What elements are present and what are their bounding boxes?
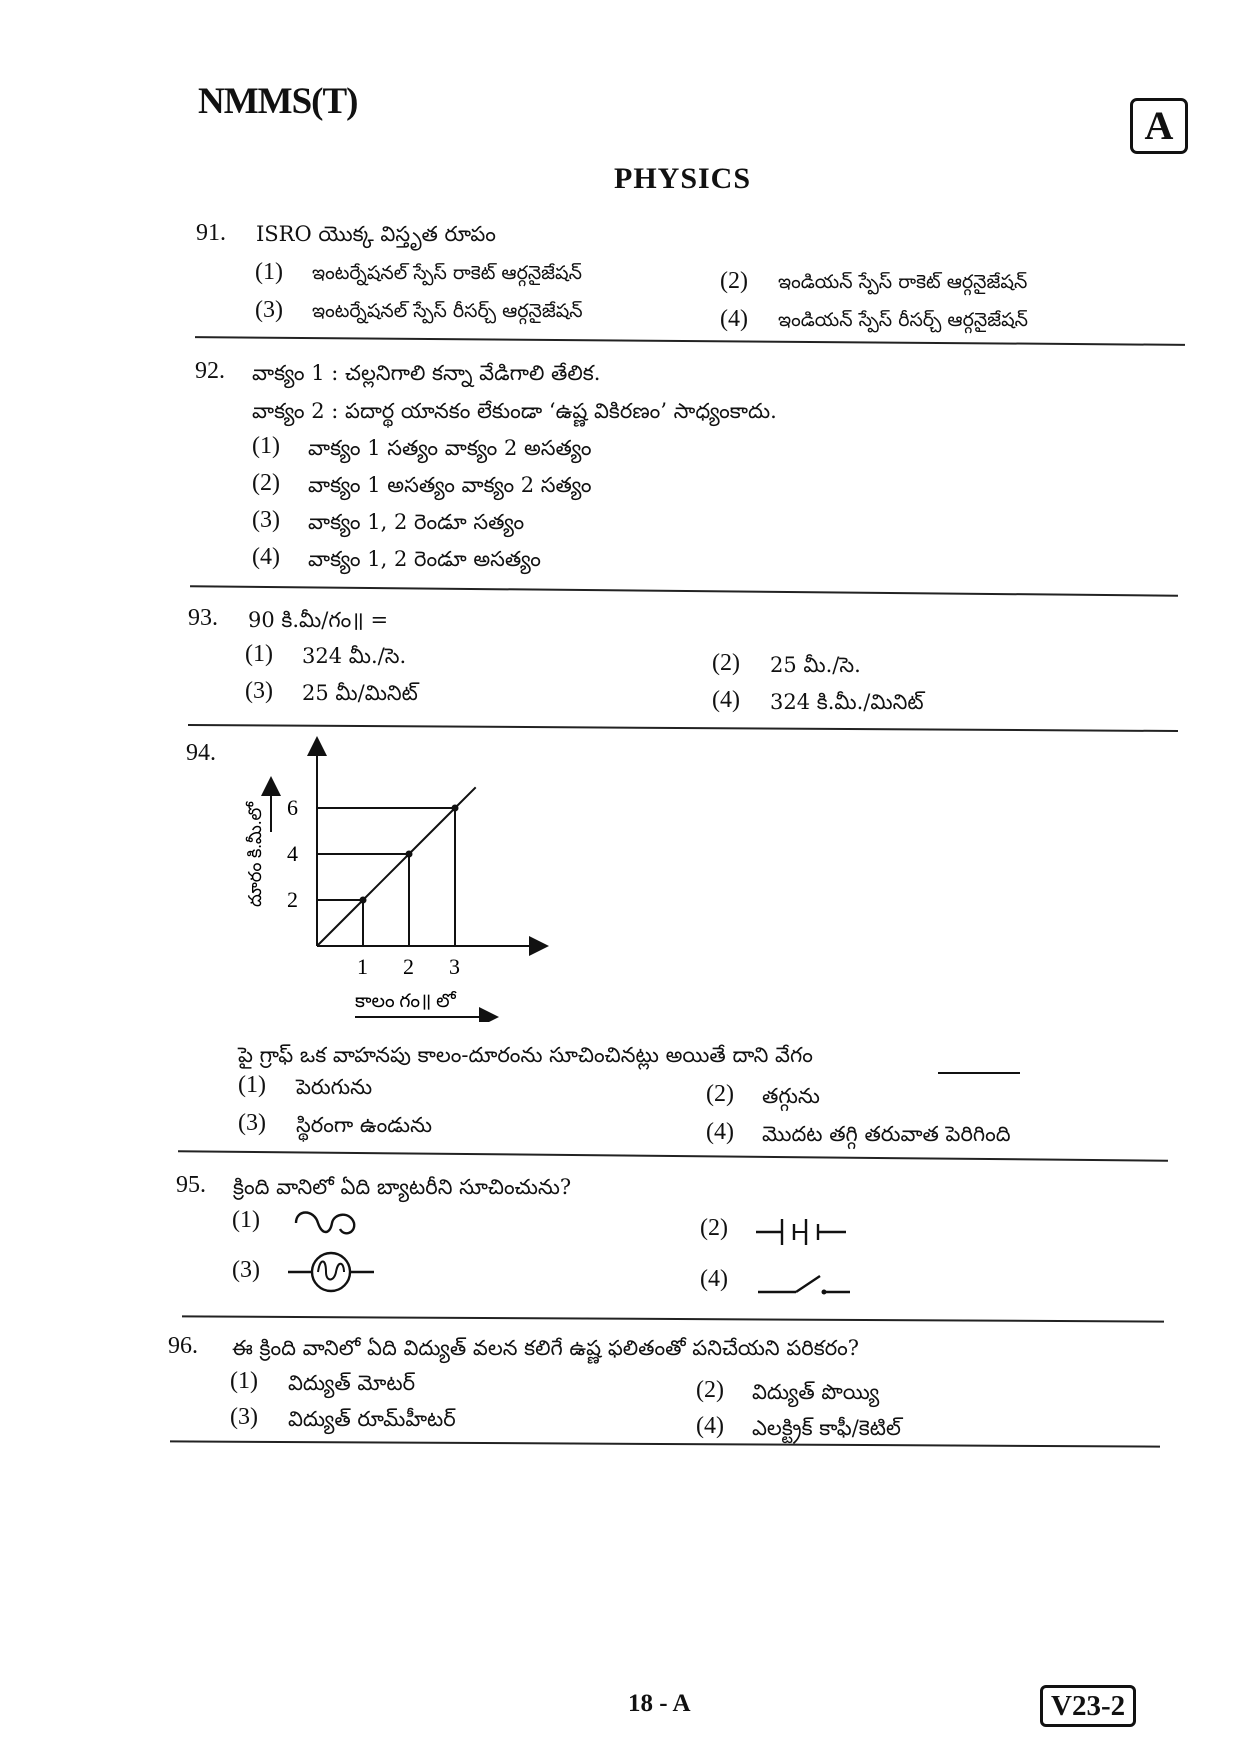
y-tick-label: 6	[287, 795, 298, 820]
question-number: 95.	[176, 1172, 206, 1198]
option-text[interactable]: తగ్గును	[762, 1084, 820, 1108]
question-number: 92.	[195, 358, 225, 384]
divider	[188, 724, 1178, 732]
option-text[interactable]: పెరుగును	[296, 1075, 373, 1099]
question-text: వాక్యం 1 : చల్లనిగాలి కన్నా వేడిగాలి తేలిక.	[252, 361, 601, 385]
option-number: (2)	[720, 268, 748, 294]
divider	[182, 1315, 1164, 1322]
question-text: 90 కి.మీ/గం॥ =	[248, 608, 389, 632]
option-number: (2)	[700, 1215, 728, 1241]
question-number: 91.	[196, 220, 226, 246]
option-number: (3)	[252, 507, 280, 533]
question-text: క్రింది వానిలో ఏది బ్యాటరీని సూచించును?	[233, 1175, 572, 1199]
option-text[interactable]: 25 మీ/మినిట్	[302, 681, 418, 705]
lamp-symbol[interactable]	[286, 1250, 376, 1294]
option-number: (1)	[255, 259, 283, 285]
battery-symbol[interactable]	[752, 1213, 852, 1249]
x-tick-label: 1	[357, 954, 368, 979]
option-number: (4)	[696, 1413, 724, 1439]
x-tick-label: 3	[449, 954, 460, 979]
option-text[interactable]: ఇంటర్నేషనల్ స్పేస్ రాకెట్ ఆర్గనైజేషన్	[312, 262, 582, 284]
y-axis-label: దూరం కి.మీ.లో	[245, 802, 265, 907]
option-text[interactable]: 324 కి.మీ./మినిట్	[770, 690, 924, 714]
data-point	[360, 897, 367, 904]
option-text[interactable]: ఎలక్ట్రిక్ కాఫీ/కెటిల్	[752, 1416, 901, 1440]
data-point	[452, 805, 459, 812]
data-point	[406, 851, 413, 858]
option-number: (1)	[252, 433, 280, 459]
option-text[interactable]: స్థిరంగా ఉండును	[296, 1113, 433, 1137]
option-text[interactable]: వాక్యం 1 అసత్యం వాక్యం 2 సత్యం	[308, 473, 592, 497]
coil-symbol[interactable]	[292, 1205, 364, 1241]
option-number: (3)	[238, 1110, 266, 1136]
option-text[interactable]: ఇంటర్నేషనల్ స్పేస్ రీసర్చ్ ఆర్గనైజేషన్	[312, 300, 583, 322]
x-tick-label: 2	[403, 954, 414, 979]
option-number: (3)	[255, 297, 283, 323]
option-number: (1)	[238, 1072, 266, 1098]
exam-code: NMMS(T)	[198, 81, 358, 122]
divider	[170, 1440, 1160, 1447]
option-text[interactable]: విద్యుత్ పొయ్యి	[752, 1380, 880, 1404]
x-axis-label: కాలం గం॥ లో	[355, 991, 456, 1012]
option-number: (3)	[230, 1404, 258, 1430]
section-title: PHYSICS	[614, 162, 752, 195]
question-text: పై గ్రాఫ్ ఒక వాహనపు కాలం-దూరంను సూచించినట్లు అయితే దాని వేగం	[238, 1043, 813, 1067]
y-tick-label: 4	[287, 841, 298, 866]
option-number: (1)	[232, 1207, 260, 1233]
option-number: (2)	[696, 1377, 724, 1403]
option-text[interactable]: ఇండియన్ స్పేస్ రాకెట్ ఆర్గనైజేషన్	[778, 271, 1028, 293]
question-number: 94.	[186, 740, 216, 766]
option-number: (2)	[252, 470, 280, 496]
option-number: (2)	[706, 1081, 734, 1107]
option-text[interactable]: విద్యుత్ మోటర్	[288, 1371, 416, 1395]
option-text[interactable]: వాక్యం 1, 2 రెండూ సత్యం	[308, 510, 525, 534]
question-text: ISRO యొక్క విస్తృత రూపం	[256, 222, 496, 246]
question-number: 93.	[188, 605, 218, 631]
option-number: (4)	[252, 544, 280, 570]
page-label: 18 - A	[628, 1690, 691, 1717]
option-number: (2)	[712, 650, 740, 676]
version-code: V23-2	[1040, 1685, 1136, 1727]
switch-symbol[interactable]	[756, 1268, 852, 1298]
option-text[interactable]: విద్యుత్ రూమ్‌హీటర్	[288, 1407, 456, 1431]
option-text[interactable]: వాక్యం 1, 2 రెండూ అసత్యం	[308, 547, 541, 571]
option-number: (1)	[245, 641, 273, 667]
option-number: (3)	[245, 678, 273, 704]
option-number: (4)	[720, 306, 748, 332]
option-number: (3)	[232, 1257, 260, 1283]
option-number: (4)	[712, 687, 740, 713]
option-number: (4)	[700, 1266, 728, 1292]
option-text[interactable]: మొదట తగ్గి తరువాత పెరిగింది	[762, 1122, 1011, 1146]
divider	[195, 336, 1185, 346]
option-number: (4)	[706, 1119, 734, 1145]
series-line	[317, 787, 476, 946]
question-text: ఈ క్రింది వానిలో ఏది విద్యుత్ వలన కలిగే ఉష్ణ ఫలితంతో పనిచేయని పరికరం?	[232, 1336, 860, 1360]
answer-blank	[938, 1072, 1020, 1074]
option-text[interactable]: 25 మీ./సె.	[770, 653, 861, 677]
distance-time-graph	[225, 732, 565, 1022]
y-tick-label: 2	[287, 887, 298, 912]
question-text-2: వాక్యం 2 : పదార్థ యానకం లేకుండా ‘ఉష్ణ వికిరణం’ సాధ్యంకాదు.	[252, 399, 777, 423]
option-number: (1)	[230, 1368, 258, 1394]
question-number: 96.	[168, 1333, 198, 1359]
divider	[190, 585, 1178, 596]
divider	[178, 1150, 1168, 1162]
set-letter-box: A	[1130, 98, 1188, 154]
option-text[interactable]: ఇండియన్ స్పేస్ రీసర్చ్ ఆర్గనైజేషన్	[778, 309, 1028, 331]
option-text[interactable]: 324 మీ./సె.	[302, 644, 407, 668]
option-text[interactable]: వాక్యం 1 సత్యం వాక్యం 2 అసత్యం	[308, 436, 592, 460]
